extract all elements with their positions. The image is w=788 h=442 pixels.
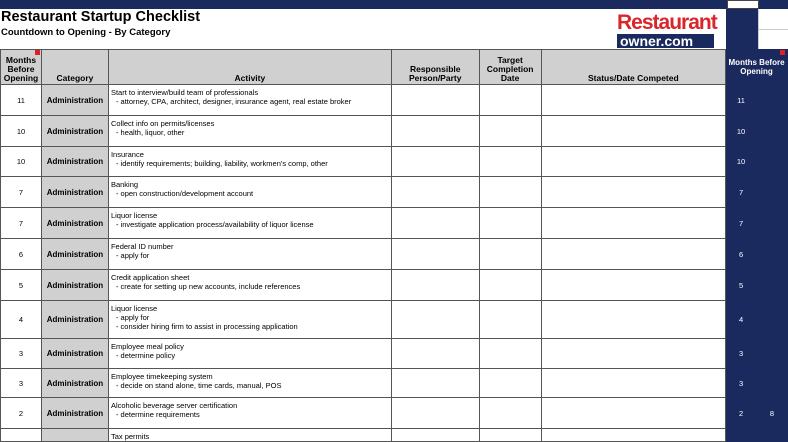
restaurant-owner-logo [617,11,717,49]
target-date-cell[interactable] [479,116,541,147]
category-cell[interactable] [41,429,108,442]
category-cell[interactable]: Administration [41,301,108,339]
target-date-cell[interactable] [479,270,541,301]
target-date-cell[interactable] [479,177,541,208]
months-side-cell-2[interactable] [757,369,788,398]
checklist-table [0,49,788,442]
header-category[interactable]: Category [41,50,108,85]
header-months[interactable]: Months Before Opening [1,50,42,85]
status-cell[interactable] [541,270,725,301]
table-row [1,116,788,147]
category-cell[interactable]: Administration [41,208,108,239]
activity-cell[interactable] [108,147,391,177]
target-date-cell[interactable] [479,239,541,270]
activity-title: Collect info on permits/licenses [110,119,215,128]
activity-title: Start to interview/build team of professionals [110,88,259,97]
months-side-cell-2[interactable] [757,147,788,177]
responsible-cell[interactable] [391,270,479,301]
activity-title: Liquor license [110,304,158,313]
responsible-cell[interactable] [391,398,479,429]
status-cell[interactable] [541,339,725,369]
target-date-cell[interactable] [479,147,541,177]
months-side-cell[interactable]: 3 [726,339,757,369]
activity-detail: - create for setting up new accounts, include references [115,282,301,291]
header-activity[interactable]: Activity [108,50,391,85]
category-cell[interactable]: Administration [41,239,108,270]
months-side-cell-2[interactable] [757,239,788,270]
months-side-cell[interactable]: 2 [726,398,757,429]
category-cell[interactable]: Administration [41,85,108,116]
months-cell[interactable]: 11 [1,85,42,116]
activity-cell[interactable] [108,208,391,239]
category-cell[interactable]: Administration [41,369,108,398]
table-row [1,147,788,177]
months-cell[interactable]: 3 [1,369,42,398]
status-cell[interactable] [541,369,725,398]
responsible-cell[interactable] [391,177,479,208]
months-cell[interactable]: 6 [1,239,42,270]
activity-title: Employee meal policy [110,342,184,351]
months-cell[interactable]: 10 [1,147,42,177]
responsible-cell[interactable] [391,301,479,339]
months-side-cell[interactable]: 7 [726,208,757,239]
table-row [1,301,788,339]
months-side-cell[interactable]: 11 [726,85,757,116]
comment-marker[interactable] [780,50,785,55]
activity-title: Insurance [110,150,144,159]
target-date-cell[interactable] [479,85,541,116]
target-date-cell[interactable] [479,398,541,429]
activity-title: Tax permits [110,432,150,441]
category-cell[interactable]: Administration [41,116,108,147]
months-side-cell[interactable] [726,429,757,442]
activity-detail: - apply for [115,251,150,260]
status-cell[interactable] [541,147,725,177]
months-side-cell-2[interactable] [757,270,788,301]
target-date-cell[interactable] [479,208,541,239]
activity-cell[interactable] [108,270,391,301]
months-side-cell[interactable]: 5 [726,270,757,301]
activity-detail: - determine requirements [115,410,200,419]
target-date-cell[interactable] [479,339,541,369]
table-row [1,239,788,270]
page-subtitle: Countdown to Opening - By Category [1,27,171,38]
status-cell[interactable] [541,177,725,208]
responsible-cell[interactable] [391,339,479,369]
target-date-cell[interactable] [479,369,541,398]
logo-text-bottom: owner.com [617,34,714,48]
months-side-cell[interactable]: 10 [726,147,757,177]
target-date-cell[interactable] [479,429,541,442]
activity-title: Credit application sheet [110,273,190,282]
activity-title: Employee timekeeping system [110,372,213,381]
status-cell[interactable] [541,85,725,116]
activity-cell[interactable] [108,116,391,147]
category-cell[interactable]: Administration [41,339,108,369]
months-cell[interactable]: 4 [1,301,42,339]
activity-cell[interactable] [108,398,391,429]
status-cell[interactable] [541,239,725,270]
responsible-cell[interactable] [391,208,479,239]
category-cell[interactable]: Administration [41,147,108,177]
cell-selection-box[interactable] [727,0,759,9]
category-cell[interactable]: Administration [41,270,108,301]
activity-cell[interactable] [108,339,391,369]
months-side-cell-2[interactable] [757,208,788,239]
activity-detail: - open construction/development account [115,189,254,198]
activity-cell[interactable] [108,301,391,339]
grid-corner [758,9,788,49]
header-status[interactable]: Status/Date Competed [541,50,725,85]
table-row [1,177,788,208]
responsible-cell[interactable] [391,116,479,147]
months-cell[interactable]: 7 [1,208,42,239]
table-row [1,398,788,429]
months-side-cell[interactable]: 10 [726,116,757,147]
months-side-cell[interactable]: 7 [726,177,757,208]
months-side-cell-2[interactable]: 8 [757,398,788,429]
responsible-cell[interactable] [391,429,479,442]
activity-cell[interactable] [108,429,391,442]
months-side-cell[interactable]: 4 [726,301,757,339]
months-cell[interactable] [1,429,42,442]
months-cell[interactable]: 3 [1,339,42,369]
category-cell[interactable]: Administration [41,398,108,429]
responsible-cell[interactable] [391,239,479,270]
activity-detail: - decide on stand alone, time cards, manual, POS [115,381,282,390]
status-cell[interactable] [541,116,725,147]
responsible-cell[interactable] [391,369,479,398]
activity-detail: - attorney, CPA, architect, designer, insurance agent, real estate broker [115,97,352,106]
target-date-cell[interactable] [479,301,541,339]
activity-cell[interactable] [108,369,391,398]
header-months-side[interactable]: Months Before Opening [726,50,788,85]
activity-detail: - identify requirements; building, liability, workmen's comp, other [115,159,328,168]
comment-marker[interactable] [35,50,40,55]
months-side-cell[interactable]: 3 [726,369,757,398]
activity-detail: - health, liquor, other [115,128,185,137]
status-cell[interactable] [541,208,725,239]
months-side-cell-2[interactable] [757,429,788,442]
activity-title: Liquor license [110,211,158,220]
activity-cell[interactable] [108,239,391,270]
activity-cell[interactable] [108,85,391,116]
activity-title: Alcoholic beverage server certification [110,401,238,410]
responsible-cell[interactable] [391,85,479,116]
responsible-cell[interactable] [391,147,479,177]
months-side-cell-2[interactable] [757,301,788,339]
top-bar [0,0,788,9]
header-responsible[interactable]: Responsible Person/Party [391,50,479,85]
months-side-cell-2[interactable] [757,177,788,208]
table-row [1,208,788,239]
months-side-cell-2[interactable] [757,116,788,147]
activity-cell[interactable] [108,177,391,208]
table-row [1,270,788,301]
category-cell[interactable]: Administration [41,177,108,208]
activity-title: Federal ID number [110,242,174,251]
status-cell[interactable] [541,301,725,339]
activity-detail: - determine policy [115,351,176,360]
table-row [1,429,788,442]
status-cell[interactable] [541,429,725,442]
logo-text-top: Restaurant [617,11,717,34]
activity-detail: - apply for [115,313,150,322]
activity-detail: - investigate application process/availability of liquor license [115,220,314,229]
table-row [1,369,788,398]
months-cell[interactable]: 10 [1,116,42,147]
months-side-cell-2[interactable] [757,85,788,116]
table-row [1,85,788,116]
months-cell[interactable]: 5 [1,270,42,301]
activity-title: Banking [110,180,139,189]
months-side-cell[interactable]: 6 [726,239,757,270]
activity-detail: - consider hiring firm to assist in processing application [115,322,298,331]
months-cell[interactable]: 7 [1,177,42,208]
status-cell[interactable] [541,398,725,429]
table-row [1,339,788,369]
page-title: Restaurant Startup Checklist [1,9,201,25]
months-side-cell-2[interactable] [757,339,788,369]
months-cell[interactable]: 2 [1,398,42,429]
header-target[interactable]: Target Completion Date [479,50,541,85]
